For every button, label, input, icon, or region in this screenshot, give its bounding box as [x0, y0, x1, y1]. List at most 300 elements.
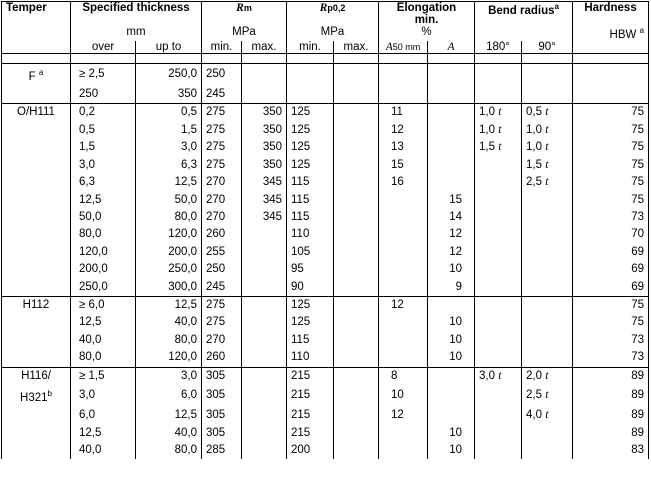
over-cell: 12,5	[71, 425, 136, 442]
temper-cell	[2, 442, 71, 459]
rp-max-cell	[334, 425, 379, 442]
rm-max-cell	[242, 261, 287, 278]
rm-min-cell: 305	[202, 425, 242, 442]
a50-cell: 12	[379, 407, 428, 424]
rm-max-cell: 350	[242, 104, 287, 122]
rp-unit: MPa	[287, 26, 379, 41]
upto-cell: 12,5	[136, 407, 202, 424]
table-row	[2, 385, 649, 407]
rm-max-cell	[242, 279, 287, 297]
rm-min-cell: 245	[202, 279, 242, 297]
upto-cell: 3,0	[136, 139, 202, 156]
table-row	[2, 174, 649, 191]
hb-cell	[573, 63, 649, 86]
temper-cell	[2, 86, 71, 104]
b180-cell	[475, 244, 522, 261]
rm-max-cell	[242, 407, 287, 424]
upto-cell: 120,0	[136, 349, 202, 367]
b180-cell	[475, 349, 522, 367]
hardness-subhead-blank	[573, 41, 649, 54]
temper-cell: O/H111	[2, 104, 71, 122]
b90-cell	[522, 244, 573, 261]
hb-cell	[573, 86, 649, 104]
a50-cell: 11	[379, 104, 428, 122]
temper-cell	[2, 279, 71, 297]
over-cell: ≥ 6,0	[71, 296, 136, 314]
over-cell: 1,5	[71, 139, 136, 156]
a50-cell: 15	[379, 157, 428, 174]
table-row	[2, 122, 649, 139]
b90-cell	[522, 226, 573, 243]
over-subheader: over	[71, 41, 136, 54]
a-cell: 15	[428, 192, 475, 209]
rm-min-cell: 275	[202, 296, 242, 314]
b90-cell	[522, 425, 573, 442]
rm-min-cell: 270	[202, 174, 242, 191]
a50-cell	[379, 314, 428, 331]
upto-cell: 120,0	[136, 226, 202, 243]
a-cell	[428, 296, 475, 314]
rp-min-cell	[287, 63, 334, 86]
a-cell: 10	[428, 349, 475, 367]
rm-unit: MPa	[202, 26, 287, 41]
hb-cell: 69	[573, 261, 649, 278]
rp-min-cell: 115	[287, 192, 334, 209]
hb-cell: 73	[573, 349, 649, 367]
hb-cell: 75	[573, 314, 649, 331]
temper-cell	[2, 226, 71, 243]
table-row	[2, 261, 649, 278]
a50-cell	[379, 279, 428, 297]
table-row	[2, 209, 649, 226]
upto-cell: 200,0	[136, 244, 202, 261]
temper-cell	[2, 425, 71, 442]
a50-cell: 12	[379, 296, 428, 314]
rm-min-cell: 305	[202, 367, 242, 385]
b180-cell	[475, 63, 522, 86]
rp-min-cell: 125	[287, 296, 334, 314]
upto-cell: 40,0	[136, 425, 202, 442]
b180-cell	[475, 209, 522, 226]
rp-min-cell: 125	[287, 104, 334, 122]
rp-header: Rp0,2	[287, 2, 379, 27]
b90-cell	[522, 296, 573, 314]
rp-max-cell	[334, 261, 379, 278]
elongation-unit: %	[379, 26, 475, 41]
rp-max-cell	[334, 314, 379, 331]
a50-cell	[379, 332, 428, 349]
b90-cell	[522, 209, 573, 226]
b180-cell	[475, 425, 522, 442]
upto-cell: 350	[136, 86, 202, 104]
b90-cell: 2,5 t	[522, 385, 573, 407]
rp-min-cell: 115	[287, 209, 334, 226]
rm-max-cell	[242, 226, 287, 243]
a50-cell: 8	[379, 367, 428, 385]
rm-max-cell	[242, 385, 287, 407]
a50-cell	[379, 63, 428, 86]
a-cell	[428, 139, 475, 156]
rm-max-cell: 350	[242, 139, 287, 156]
temper-header: Temper	[2, 2, 71, 27]
temper-cell	[2, 139, 71, 156]
over-cell: 250,0	[71, 279, 136, 297]
thickness-header: Specified thickness	[71, 2, 202, 27]
rm-max-cell	[242, 314, 287, 331]
rp-max-subheader: max.	[334, 41, 379, 54]
rm-min-cell: 260	[202, 226, 242, 243]
temper-cell	[2, 261, 71, 278]
b180-cell	[475, 385, 522, 407]
table-row	[2, 104, 649, 122]
b180-cell	[475, 86, 522, 104]
rm-max-cell	[242, 332, 287, 349]
table-body	[2, 63, 649, 459]
hb-cell: 89	[573, 407, 649, 424]
over-cell: 0,5	[71, 122, 136, 139]
a50-subheader: A50 mm	[379, 41, 428, 54]
rp-min-cell: 105	[287, 244, 334, 261]
upto-cell: 12,5	[136, 296, 202, 314]
temper-cell: F $^a$	[2, 63, 71, 86]
b90-cell	[522, 63, 573, 86]
upto-subheader: up to	[136, 41, 202, 54]
table-row	[2, 407, 649, 424]
bend-90-subheader: 90°	[522, 41, 573, 54]
a50-cell	[379, 244, 428, 261]
a50-cell	[379, 86, 428, 104]
a-cell: 10	[428, 261, 475, 278]
a-cell: 10	[428, 332, 475, 349]
rp-min-cell: 115	[287, 332, 334, 349]
b180-cell: 1,0 t	[475, 104, 522, 122]
table-row	[2, 244, 649, 261]
temper-cell	[2, 349, 71, 367]
rp-min-cell: 125	[287, 139, 334, 156]
b180-cell	[475, 157, 522, 174]
upto-cell: 80,0	[136, 442, 202, 459]
temper-subhead-blank	[2, 41, 71, 54]
b90-cell: 1,0 t	[522, 139, 573, 156]
a-cell	[428, 407, 475, 424]
b180-cell	[475, 296, 522, 314]
a-cell: 9	[428, 279, 475, 297]
table-row	[2, 442, 649, 459]
hb-cell: 89	[573, 385, 649, 407]
hardness-unit: HBW $^a$	[573, 26, 649, 41]
thickness-unit: mm	[71, 26, 202, 41]
over-cell: 3,0	[71, 157, 136, 174]
b90-cell	[522, 261, 573, 278]
rp-min-cell: 90	[287, 279, 334, 297]
a50-cell	[379, 442, 428, 459]
table-row	[2, 63, 649, 86]
hb-cell: 75	[573, 139, 649, 156]
a50-cell: 13	[379, 139, 428, 156]
rp-max-cell	[334, 86, 379, 104]
b90-cell	[522, 442, 573, 459]
rp-max-cell	[334, 174, 379, 191]
temper-cell: H321$^b$	[2, 385, 71, 407]
over-cell: 0,2	[71, 104, 136, 122]
rp-max-cell	[334, 407, 379, 424]
b90-cell	[522, 279, 573, 297]
rp-max-cell	[334, 279, 379, 297]
rm-min-cell: 275	[202, 122, 242, 139]
rm-max-cell: 345	[242, 174, 287, 191]
over-cell: 200,0	[71, 261, 136, 278]
rp-max-cell	[334, 332, 379, 349]
hb-cell: 73	[573, 332, 649, 349]
a50-cell	[379, 261, 428, 278]
rm-max-cell: 345	[242, 192, 287, 209]
table-header	[2, 2, 649, 64]
bend-180-subheader: 180°	[475, 41, 522, 54]
temper-unit-blank	[2, 26, 71, 41]
rm-min-cell: 275	[202, 157, 242, 174]
temper-cell	[2, 332, 71, 349]
b180-cell	[475, 261, 522, 278]
a-cell: 10	[428, 425, 475, 442]
rm-min-cell: 255	[202, 244, 242, 261]
a-cell: 12	[428, 244, 475, 261]
rm-min-cell: 285	[202, 442, 242, 459]
rp-min-cell: 115	[287, 174, 334, 191]
b180-cell: 3,0 t	[475, 367, 522, 385]
hardness-header: Hardness	[573, 2, 649, 27]
table-row	[2, 367, 649, 385]
table-row	[2, 86, 649, 104]
over-cell: ≥ 1,5	[71, 367, 136, 385]
a-cell	[428, 174, 475, 191]
b180-cell	[475, 226, 522, 243]
over-cell: 12,5	[71, 314, 136, 331]
upto-cell: 3,0	[136, 367, 202, 385]
hb-cell: 69	[573, 279, 649, 297]
upto-cell: 50,0	[136, 192, 202, 209]
over-cell: 50,0	[71, 209, 136, 226]
over-cell: 12,5	[71, 192, 136, 209]
rm-max-cell	[242, 442, 287, 459]
upto-cell: 250,0	[136, 261, 202, 278]
b90-cell: 2,0 t	[522, 367, 573, 385]
a-cell: 12	[428, 226, 475, 243]
b90-cell	[522, 332, 573, 349]
hb-cell: 83	[573, 442, 649, 459]
a50-cell	[379, 192, 428, 209]
over-cell: 120,0	[71, 244, 136, 261]
rp-max-cell	[334, 226, 379, 243]
over-cell: 3,0	[71, 385, 136, 407]
hb-cell: 75	[573, 174, 649, 191]
temper-cell	[2, 407, 71, 424]
rp-max-cell	[334, 63, 379, 86]
rp-min-cell: 125	[287, 157, 334, 174]
a50-cell: 10	[379, 385, 428, 407]
a-cell	[428, 86, 475, 104]
a-cell	[428, 104, 475, 122]
temper-cell: H112	[2, 296, 71, 314]
rm-min-cell: 270	[202, 209, 242, 226]
b90-cell: 1,5 t	[522, 157, 573, 174]
over-cell: ≥ 2,5	[71, 63, 136, 86]
rm-max-cell	[242, 86, 287, 104]
hb-cell: 73	[573, 209, 649, 226]
rm-max-cell: 350	[242, 122, 287, 139]
table-row	[2, 139, 649, 156]
upto-cell: 250,0	[136, 63, 202, 86]
rp-max-cell	[334, 385, 379, 407]
rp-min-subheader: min.	[287, 41, 334, 54]
b90-cell: 2,5 t	[522, 174, 573, 191]
temper-cell	[2, 174, 71, 191]
temper-cell	[2, 209, 71, 226]
over-cell: 6,0	[71, 407, 136, 424]
upto-cell: 6,0	[136, 385, 202, 407]
rp-max-cell	[334, 349, 379, 367]
rm-min-cell: 305	[202, 407, 242, 424]
over-cell: 40,0	[71, 442, 136, 459]
upto-cell: 12,5	[136, 174, 202, 191]
b180-cell	[475, 314, 522, 331]
mechanical-properties-table	[1, 1, 649, 459]
hb-cell: 69	[573, 244, 649, 261]
rp-min-cell	[287, 86, 334, 104]
rm-min-cell: 270	[202, 192, 242, 209]
rm-max-cell	[242, 296, 287, 314]
rp-min-cell: 200	[287, 442, 334, 459]
rp-min-cell: 215	[287, 407, 334, 424]
b90-cell	[522, 86, 573, 104]
rm-max-cell: 350	[242, 157, 287, 174]
rp-max-cell	[334, 139, 379, 156]
rm-header: Rm	[202, 2, 287, 27]
elongation-header: Elongation min.	[379, 2, 475, 27]
a-cell	[428, 63, 475, 86]
b90-cell: 4,0 t	[522, 407, 573, 424]
upto-cell: 80,0	[136, 332, 202, 349]
table-row	[2, 192, 649, 209]
b180-cell: 1,5 t	[475, 139, 522, 156]
a50-cell	[379, 209, 428, 226]
a-cell	[428, 367, 475, 385]
temper-cell	[2, 122, 71, 139]
rp-min-cell: 215	[287, 385, 334, 407]
hb-cell: 89	[573, 367, 649, 385]
rm-max-cell	[242, 244, 287, 261]
a50-cell	[379, 349, 428, 367]
bend-radius-header: Bend radius$^a$	[475, 2, 573, 27]
hb-cell: 75	[573, 157, 649, 174]
rp-min-cell: 215	[287, 425, 334, 442]
rp-max-cell	[334, 244, 379, 261]
temper-cell	[2, 192, 71, 209]
over-cell: 80,0	[71, 349, 136, 367]
table-row	[2, 425, 649, 442]
temper-cell	[2, 157, 71, 174]
b180-cell	[475, 174, 522, 191]
rm-min-cell: 275	[202, 139, 242, 156]
rp-min-cell: 125	[287, 314, 334, 331]
upto-cell: 0,5	[136, 104, 202, 122]
b90-cell: 1,0 t	[522, 122, 573, 139]
rp-max-cell	[334, 157, 379, 174]
temper-cell	[2, 314, 71, 331]
b90-cell	[522, 314, 573, 331]
b180-cell	[475, 332, 522, 349]
rp-max-cell	[334, 122, 379, 139]
table-row	[2, 349, 649, 367]
rp-min-cell: 125	[287, 122, 334, 139]
hb-cell: 75	[573, 192, 649, 209]
rm-min-cell: 260	[202, 349, 242, 367]
rm-min-cell: 250	[202, 261, 242, 278]
rm-max-cell	[242, 349, 287, 367]
table-row	[2, 332, 649, 349]
rm-max-cell	[242, 63, 287, 86]
over-cell: 6,3	[71, 174, 136, 191]
temper-cell: H116/	[2, 367, 71, 385]
temper-cell	[2, 244, 71, 261]
table-row	[2, 157, 649, 174]
a-cell: 14	[428, 209, 475, 226]
rp-max-cell	[334, 209, 379, 226]
b180-cell	[475, 442, 522, 459]
table-row	[2, 226, 649, 243]
rp-min-cell: 110	[287, 226, 334, 243]
rm-min-cell: 275	[202, 314, 242, 331]
rp-max-cell	[334, 367, 379, 385]
rm-min-cell: 305	[202, 385, 242, 407]
rp-min-cell: 110	[287, 349, 334, 367]
rp-min-cell: 95	[287, 261, 334, 278]
a-cell	[428, 122, 475, 139]
rm-min-cell: 270	[202, 332, 242, 349]
rm-max-cell	[242, 367, 287, 385]
table-row	[2, 314, 649, 331]
upto-cell: 40,0	[136, 314, 202, 331]
hb-cell: 75	[573, 104, 649, 122]
b180-cell: 1,0 t	[475, 122, 522, 139]
rp-max-cell	[334, 192, 379, 209]
upto-cell: 300,0	[136, 279, 202, 297]
upto-cell: 80,0	[136, 209, 202, 226]
header-gap-row	[2, 53, 649, 63]
rm-max-subheader: max.	[242, 41, 287, 54]
rm-max-cell: 345	[242, 209, 287, 226]
over-cell: 250	[71, 86, 136, 104]
upto-cell: 1,5	[136, 122, 202, 139]
b90-cell	[522, 192, 573, 209]
rm-min-cell: 245	[202, 86, 242, 104]
a-cell: 10	[428, 314, 475, 331]
rp-min-cell: 215	[287, 367, 334, 385]
rm-max-cell	[242, 425, 287, 442]
b90-cell: 0,5 t	[522, 104, 573, 122]
a50-cell	[379, 425, 428, 442]
hb-cell: 89	[573, 425, 649, 442]
over-cell: 80,0	[71, 226, 136, 243]
rm-min-cell: 275	[202, 104, 242, 122]
b180-cell	[475, 279, 522, 297]
a50-cell	[379, 226, 428, 243]
a-cell: 10	[428, 442, 475, 459]
b180-cell	[475, 192, 522, 209]
hb-cell: 75	[573, 296, 649, 314]
rp-max-cell	[334, 104, 379, 122]
rm-min-cell: 250	[202, 63, 242, 86]
rm-min-subheader: min.	[202, 41, 242, 54]
